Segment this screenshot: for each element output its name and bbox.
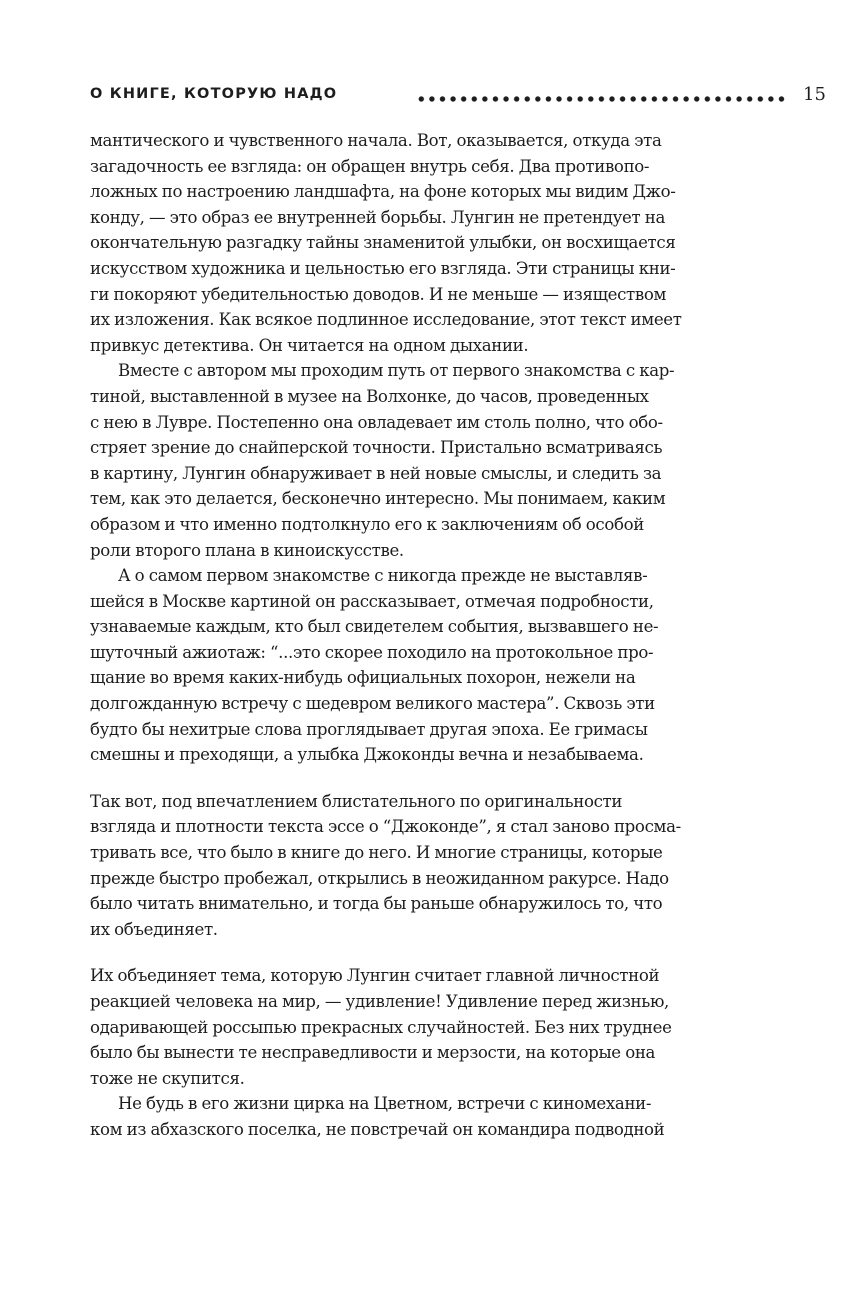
text-line: щание во время каких-нибудь официальных похорон, нежели на xyxy=(90,668,636,688)
running-head xyxy=(90,84,826,110)
text-line: А о самом первом знакомстве с никогда прежде не выставляв- xyxy=(118,566,648,586)
page-number: 15 xyxy=(803,84,826,105)
running-head-dot-leader xyxy=(416,96,786,102)
text-line: шейся в Москве картиной он рассказывает, отмечая подробности, xyxy=(90,591,654,611)
text-line: было бы вынести те несправедливости и мерзости, на которые она xyxy=(90,1043,656,1063)
text-line: ложных по настроению ландшафта, на фоне которых мы видим Джо- xyxy=(90,182,676,202)
text-line: тиной, выставленной в музее на Волхонке, до часов, проведенных xyxy=(90,386,649,406)
text-line: было читать внимательно, и тогда бы раньше обнаружилось то, что xyxy=(90,894,663,914)
text-line: с нею в Лувре. Постепенно она овладевает им столь полно, что обо- xyxy=(90,412,663,432)
text-line: роли второго плана в киноискусстве. xyxy=(90,540,404,560)
text-line: их изложения. Как всякое подлинное исследование, этот текст имеет xyxy=(90,310,682,330)
text-line: долгожданную встречу с шедевром великого мастера”. Сквозь эти xyxy=(90,694,655,714)
section-gap xyxy=(90,768,698,789)
text-line: искусством художника и цельностью его взгляда. Эти страницы кни- xyxy=(90,258,676,278)
text-line: тоже не скупится. xyxy=(90,1068,245,1088)
text-line: в картину, Лунгин обнаруживает в ней новые смыслы, и следить за xyxy=(90,463,662,483)
text-line: Вместе с автором мы проходим путь от первого знакомства с кар- xyxy=(118,361,675,381)
text-line: будто бы нехитрые слова проглядывает другая эпоха. Ее гримасы xyxy=(90,719,648,739)
text-line: их объединяет. xyxy=(90,919,218,939)
text-line: окончательную разгадку тайны знаменитой улыбки, он восхищается xyxy=(90,233,676,253)
text-line: Не будь в его жизни цирка на Цветном, встречи с киномехани- xyxy=(118,1094,652,1114)
text-line: шуточный ажиотаж: “...это скорее походило на протокольное про- xyxy=(90,642,654,662)
text-line: образом и что именно подтолкнуло его к заключениям об особой xyxy=(90,514,644,534)
text-line: привкус детектива. Он читается на одном дыхании. xyxy=(90,335,529,355)
text-line: Так вот, под впечатлением блистательного по оригинальности xyxy=(90,791,623,811)
text-line: ги покоряют убедительностью доводов. И не меньше — изяществом xyxy=(90,284,667,304)
text-line: загадочность ее взгляда: он обращен внутрь себя. Два противопо- xyxy=(90,156,650,176)
text-line: взгляда и плотности текста эссе о “Джоконде”, я стал заново просма- xyxy=(90,817,681,837)
text-line: ком из абхазского поселка, не повстречай он командира подводной xyxy=(90,1119,665,1139)
body-text xyxy=(90,128,698,1143)
text-line: смешны и преходящи, а улыбка Джоконды вечна и незабываема. xyxy=(90,745,644,765)
text-line: реакцией человека на мир, — удивление! Удивление перед жизнью, xyxy=(90,992,669,1011)
section-gap xyxy=(90,942,698,963)
running-head-title: О КНИГЕ, КОТОРУЮ НАДО xyxy=(90,86,338,102)
text-line: мантического и чувственного начала. Вот, оказывается, откуда эта xyxy=(90,131,662,150)
text-line: конду, — это образ ее внутренней борьбы. Лунгин не претендует на xyxy=(90,207,666,227)
text-line: тем, как это делается, бесконечно интересно. Мы понимаем, каким xyxy=(90,489,666,509)
text-line: прежде быстро пробежал, открылись в неожиданном ракурсе. Надо xyxy=(90,868,669,888)
text-line: стряет зрение до снайперской точности. Пристально всматриваясь xyxy=(90,438,663,458)
text-line: тривать все, что было в книге до него. И многие страницы, которые xyxy=(90,843,663,863)
text-line: узнаваемые каждым, кто был свидетелем события, вызвавшего не- xyxy=(90,617,659,637)
text-line: одаривающей россыпью прекрасных случайностей. Без них труднее xyxy=(90,1017,672,1037)
text-line: Их объединяет тема, которую Лунгин считает главной личностной xyxy=(90,966,660,986)
